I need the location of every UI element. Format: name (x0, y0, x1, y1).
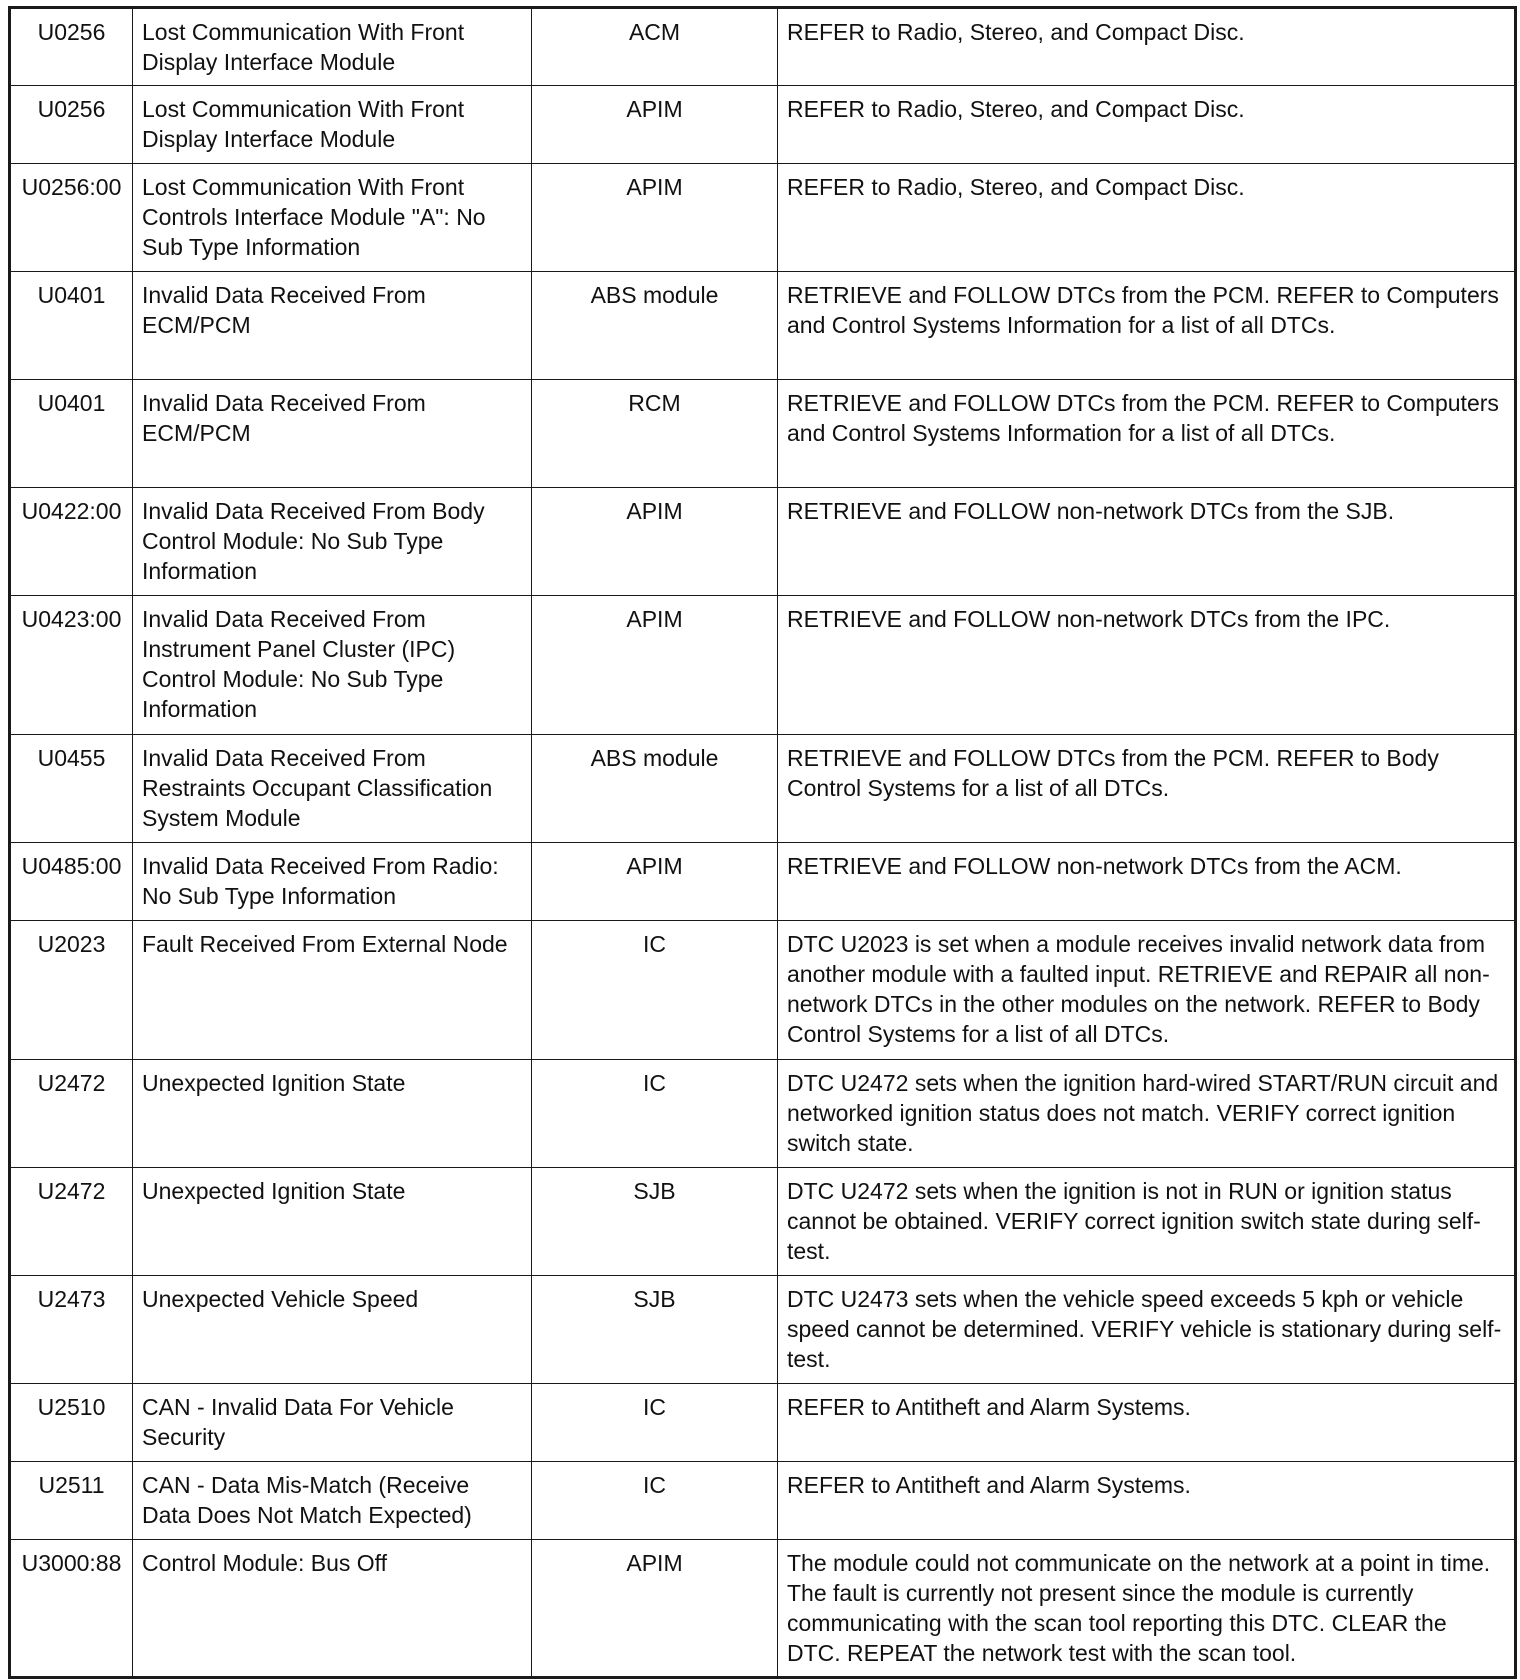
action-cell: RETRIEVE and FOLLOW non-network DTCs from the ACM. (778, 843, 1516, 921)
action-cell: The module could not communicate on the network at a point in time. The fault is currently not present since the module is currently communicating with the scan tool reporting this DTC. CLEAR the DTC. REPEAT the network test with the scan tool. (778, 1540, 1516, 1678)
module-cell: ACM (532, 8, 778, 86)
module-cell: IC (532, 1384, 778, 1462)
table-row (10, 8, 1516, 86)
dtc-description-cell: Lost Communication With Front Display Interface Module (133, 86, 532, 164)
dtc-code-cell: U0401 (10, 380, 133, 488)
table-row (10, 86, 1516, 164)
table-row (10, 1060, 1516, 1168)
table-row (10, 164, 1516, 272)
action-cell: RETRIEVE and FOLLOW non-network DTCs from the IPC. (778, 596, 1516, 735)
dtc-table (8, 6, 1517, 1679)
table-row (10, 921, 1516, 1060)
action-cell: REFER to Radio, Stereo, and Compact Disc. (778, 8, 1516, 86)
table-row (10, 488, 1516, 596)
module-cell: APIM (532, 488, 778, 596)
module-cell: SJB (532, 1168, 778, 1276)
dtc-description-cell: Invalid Data Received From Body Control Module: No Sub Type Information (133, 488, 532, 596)
table-row (10, 272, 1516, 380)
dtc-code-cell: U2473 (10, 1276, 133, 1384)
table-row (10, 1168, 1516, 1276)
dtc-code-cell: U2472 (10, 1168, 133, 1276)
module-cell: APIM (532, 1540, 778, 1678)
table-row (10, 1462, 1516, 1540)
dtc-code-cell: U0422:00 (10, 488, 133, 596)
action-cell: RETRIEVE and FOLLOW DTCs from the PCM. REFER to Body Control Systems for a list of all DTCs. (778, 735, 1516, 843)
dtc-code-cell: U2511 (10, 1462, 133, 1540)
dtc-description-cell: Invalid Data Received From Radio: No Sub Type Information (133, 843, 532, 921)
action-cell: DTC U2473 sets when the vehicle speed exceeds 5 kph or vehicle speed cannot be determined. VERIFY vehicle is stationary during self-test. (778, 1276, 1516, 1384)
dtc-code-cell: U0485:00 (10, 843, 133, 921)
action-cell: DTC U2472 sets when the ignition is not in RUN or ignition status cannot be obtained. VERIFY correct ignition switch state during self-test. (778, 1168, 1516, 1276)
table-row (10, 1540, 1516, 1678)
module-cell: IC (532, 1462, 778, 1540)
module-cell: APIM (532, 164, 778, 272)
dtc-description-cell: Invalid Data Received From ECM/PCM (133, 272, 532, 380)
action-cell: DTC U2472 sets when the ignition hard-wired START/RUN circuit and networked ignition status does not match. VERIFY correct ignition switch state. (778, 1060, 1516, 1168)
dtc-description-cell: Invalid Data Received From Restraints Occupant Classification System Module (133, 735, 532, 843)
dtc-description-cell: CAN - Invalid Data For Vehicle Security (133, 1384, 532, 1462)
action-cell: REFER to Antitheft and Alarm Systems. (778, 1384, 1516, 1462)
action-cell: DTC U2023 is set when a module receives invalid network data from another module with a faulted input. RETRIEVE and REPAIR all non-network DTCs in the other modules on the network. REFER to Body Control Systems for a list of all DTCs. (778, 921, 1516, 1060)
module-cell: ABS module (532, 735, 778, 843)
dtc-code-cell: U0455 (10, 735, 133, 843)
module-cell: SJB (532, 1276, 778, 1384)
table-row (10, 1276, 1516, 1384)
action-cell: RETRIEVE and FOLLOW DTCs from the PCM. REFER to Computers and Control Systems Information for a list of all DTCs. (778, 380, 1516, 488)
dtc-code-cell: U0256 (10, 8, 133, 86)
dtc-table-container (8, 6, 1514, 1679)
dtc-code-cell: U2472 (10, 1060, 133, 1168)
dtc-description-cell: Lost Communication With Front Display Interface Module (133, 8, 532, 86)
action-cell: RETRIEVE and FOLLOW non-network DTCs from the SJB. (778, 488, 1516, 596)
dtc-code-cell: U0256 (10, 86, 133, 164)
dtc-description-cell: Invalid Data Received From Instrument Panel Cluster (IPC) Control Module: No Sub Type Information (133, 596, 532, 735)
dtc-code-cell: U0423:00 (10, 596, 133, 735)
action-cell: RETRIEVE and FOLLOW DTCs from the PCM. REFER to Computers and Control Systems Information for a list of all DTCs. (778, 272, 1516, 380)
table-row (10, 1384, 1516, 1462)
module-cell: RCM (532, 380, 778, 488)
dtc-code-cell: U0256:00 (10, 164, 133, 272)
table-row (10, 596, 1516, 735)
dtc-description-cell: Unexpected Ignition State (133, 1060, 532, 1168)
action-cell: REFER to Antitheft and Alarm Systems. (778, 1462, 1516, 1540)
table-row (10, 735, 1516, 843)
dtc-description-cell: CAN - Data Mis-Match (Receive Data Does Not Match Expected) (133, 1462, 532, 1540)
module-cell: IC (532, 921, 778, 1060)
action-cell: REFER to Radio, Stereo, and Compact Disc. (778, 86, 1516, 164)
table-row (10, 843, 1516, 921)
dtc-description-cell: Fault Received From External Node (133, 921, 532, 1060)
dtc-description-cell: Unexpected Ignition State (133, 1168, 532, 1276)
module-cell: APIM (532, 596, 778, 735)
dtc-description-cell: Control Module: Bus Off (133, 1540, 532, 1678)
dtc-code-cell: U2023 (10, 921, 133, 1060)
action-cell: REFER to Radio, Stereo, and Compact Disc. (778, 164, 1516, 272)
dtc-description-cell: Unexpected Vehicle Speed (133, 1276, 532, 1384)
module-cell: APIM (532, 843, 778, 921)
dtc-description-cell: Invalid Data Received From ECM/PCM (133, 380, 532, 488)
module-cell: IC (532, 1060, 778, 1168)
module-cell: APIM (532, 86, 778, 164)
dtc-code-cell: U0401 (10, 272, 133, 380)
dtc-code-cell: U2510 (10, 1384, 133, 1462)
dtc-code-cell: U3000:88 (10, 1540, 133, 1678)
table-row (10, 380, 1516, 488)
module-cell: ABS module (532, 272, 778, 380)
dtc-description-cell: Lost Communication With Front Controls Interface Module "A": No Sub Type Information (133, 164, 532, 272)
